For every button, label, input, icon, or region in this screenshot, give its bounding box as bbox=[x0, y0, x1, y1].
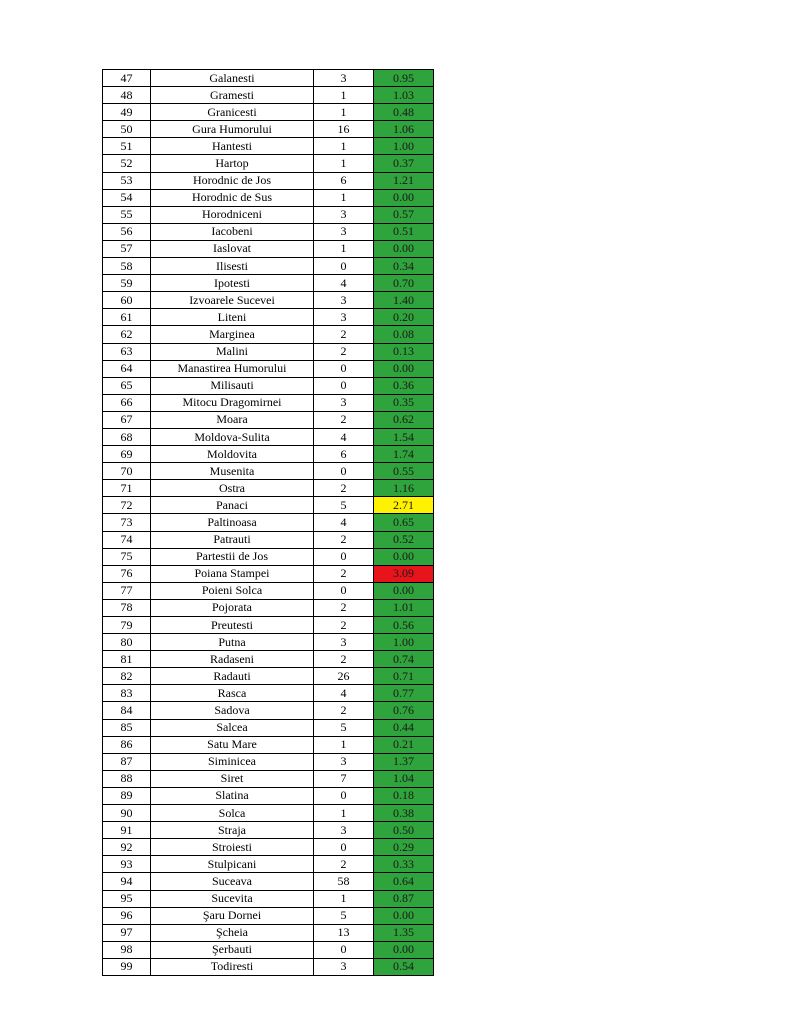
incidence-rate-cell: 0.00 bbox=[374, 360, 434, 377]
row-number-cell: 87 bbox=[103, 753, 151, 770]
row-number-cell: 50 bbox=[103, 121, 151, 138]
incidence-rate-cell: 0.87 bbox=[374, 890, 434, 907]
locality-name-cell: Galanesti bbox=[151, 70, 314, 87]
row-number-cell: 95 bbox=[103, 890, 151, 907]
incidence-rate-cell: 1.16 bbox=[374, 480, 434, 497]
row-number-cell: 72 bbox=[103, 497, 151, 514]
locality-name-cell: Paltinoasa bbox=[151, 514, 314, 531]
locality-name-cell: Ostra bbox=[151, 480, 314, 497]
locality-name-cell: Izvoarele Sucevei bbox=[151, 292, 314, 309]
case-count-cell: 2 bbox=[314, 480, 374, 497]
locality-name-cell: Rasca bbox=[151, 685, 314, 702]
locality-name-cell: Satu Mare bbox=[151, 736, 314, 753]
case-count-cell: 3 bbox=[314, 958, 374, 975]
row-number-cell: 73 bbox=[103, 514, 151, 531]
case-count-cell: 3 bbox=[314, 753, 374, 770]
row-number-cell: 78 bbox=[103, 599, 151, 616]
incidence-rate-cell: 1.03 bbox=[374, 87, 434, 104]
case-count-cell: 6 bbox=[314, 172, 374, 189]
table-row bbox=[103, 497, 434, 514]
incidence-rate-cell: 0.77 bbox=[374, 685, 434, 702]
case-count-cell: 2 bbox=[314, 702, 374, 719]
table-row bbox=[103, 668, 434, 685]
case-count-cell: 2 bbox=[314, 565, 374, 582]
table-row bbox=[103, 394, 434, 411]
incidence-rate-cell: 0.51 bbox=[374, 223, 434, 240]
case-count-cell: 58 bbox=[314, 873, 374, 890]
case-count-cell: 1 bbox=[314, 87, 374, 104]
incidence-rate-cell: 0.00 bbox=[374, 548, 434, 565]
case-count-cell: 0 bbox=[314, 463, 374, 480]
row-number-cell: 99 bbox=[103, 958, 151, 975]
case-count-cell: 4 bbox=[314, 685, 374, 702]
incidence-rate-cell: 0.36 bbox=[374, 377, 434, 394]
incidence-rate-cell: 0.20 bbox=[374, 309, 434, 326]
table-row bbox=[103, 907, 434, 924]
incidence-rate-cell: 1.00 bbox=[374, 138, 434, 155]
table-row bbox=[103, 155, 434, 172]
row-number-cell: 86 bbox=[103, 736, 151, 753]
case-count-cell: 2 bbox=[314, 856, 374, 873]
locality-name-cell: Hantesti bbox=[151, 138, 314, 155]
case-count-cell: 0 bbox=[314, 360, 374, 377]
incidence-rate-cell: 3.09 bbox=[374, 565, 434, 582]
locality-name-cell: Siret bbox=[151, 770, 314, 787]
row-number-cell: 71 bbox=[103, 480, 151, 497]
case-count-cell: 2 bbox=[314, 326, 374, 343]
incidence-rate-cell: 1.37 bbox=[374, 753, 434, 770]
incidence-rate-cell: 1.21 bbox=[374, 172, 434, 189]
locality-name-cell: Ilisesti bbox=[151, 258, 314, 275]
table-row bbox=[103, 121, 434, 138]
row-number-cell: 93 bbox=[103, 856, 151, 873]
locality-name-cell: Gramesti bbox=[151, 87, 314, 104]
row-number-cell: 48 bbox=[103, 87, 151, 104]
row-number-cell: 80 bbox=[103, 634, 151, 651]
row-number-cell: 53 bbox=[103, 172, 151, 189]
incidence-rate-cell: 0.38 bbox=[374, 805, 434, 822]
case-count-cell: 0 bbox=[314, 258, 374, 275]
case-count-cell: 4 bbox=[314, 275, 374, 292]
row-number-cell: 63 bbox=[103, 343, 151, 360]
incidence-rate-cell: 0.00 bbox=[374, 941, 434, 958]
table-row bbox=[103, 617, 434, 634]
row-number-cell: 64 bbox=[103, 360, 151, 377]
locality-name-cell: Preutesti bbox=[151, 617, 314, 634]
incidence-rate-cell: 0.37 bbox=[374, 155, 434, 172]
row-number-cell: 58 bbox=[103, 258, 151, 275]
table-row bbox=[103, 138, 434, 155]
locality-name-cell: Pojorata bbox=[151, 599, 314, 616]
table-row bbox=[103, 719, 434, 736]
row-number-cell: 69 bbox=[103, 446, 151, 463]
row-number-cell: 47 bbox=[103, 70, 151, 87]
row-number-cell: 66 bbox=[103, 394, 151, 411]
case-count-cell: 16 bbox=[314, 121, 374, 138]
row-number-cell: 65 bbox=[103, 377, 151, 394]
incidence-table-body bbox=[103, 70, 434, 976]
incidence-rate-cell: 0.21 bbox=[374, 736, 434, 753]
row-number-cell: 79 bbox=[103, 617, 151, 634]
locality-name-cell: Granicesti bbox=[151, 104, 314, 121]
incidence-rate-cell: 1.06 bbox=[374, 121, 434, 138]
table-row bbox=[103, 702, 434, 719]
row-number-cell: 54 bbox=[103, 189, 151, 206]
table-row bbox=[103, 805, 434, 822]
case-count-cell: 0 bbox=[314, 548, 374, 565]
table-row bbox=[103, 189, 434, 206]
table-row bbox=[103, 326, 434, 343]
locality-name-cell: Salcea bbox=[151, 719, 314, 736]
table-row bbox=[103, 343, 434, 360]
locality-name-cell: Straja bbox=[151, 822, 314, 839]
incidence-rate-cell: 0.65 bbox=[374, 514, 434, 531]
case-count-cell: 3 bbox=[314, 206, 374, 223]
incidence-rate-cell: 0.13 bbox=[374, 343, 434, 360]
incidence-rate-cell: 1.54 bbox=[374, 428, 434, 445]
locality-name-cell: Ipotesti bbox=[151, 275, 314, 292]
row-number-cell: 94 bbox=[103, 873, 151, 890]
table-row bbox=[103, 514, 434, 531]
row-number-cell: 77 bbox=[103, 582, 151, 599]
row-number-cell: 88 bbox=[103, 770, 151, 787]
incidence-rate-cell: 0.64 bbox=[374, 873, 434, 890]
table-row bbox=[103, 634, 434, 651]
table-row bbox=[103, 753, 434, 770]
locality-name-cell: Radauti bbox=[151, 668, 314, 685]
table-row bbox=[103, 873, 434, 890]
row-number-cell: 89 bbox=[103, 787, 151, 804]
table-row bbox=[103, 787, 434, 804]
incidence-rate-cell: 1.40 bbox=[374, 292, 434, 309]
locality-name-cell: Stroiesti bbox=[151, 839, 314, 856]
case-count-cell: 4 bbox=[314, 428, 374, 445]
case-count-cell: 7 bbox=[314, 770, 374, 787]
case-count-cell: 2 bbox=[314, 531, 374, 548]
incidence-rate-cell: 0.57 bbox=[374, 206, 434, 223]
table-row bbox=[103, 70, 434, 87]
incidence-table bbox=[102, 69, 434, 976]
incidence-rate-cell: 0.70 bbox=[374, 275, 434, 292]
table-row bbox=[103, 87, 434, 104]
table-row bbox=[103, 223, 434, 240]
locality-name-cell: Manastirea Humorului bbox=[151, 360, 314, 377]
locality-name-cell: Panaci bbox=[151, 497, 314, 514]
case-count-cell: 1 bbox=[314, 138, 374, 155]
case-count-cell: 2 bbox=[314, 411, 374, 428]
row-number-cell: 74 bbox=[103, 531, 151, 548]
table-row bbox=[103, 685, 434, 702]
case-count-cell: 2 bbox=[314, 599, 374, 616]
incidence-rate-cell: 0.74 bbox=[374, 651, 434, 668]
row-number-cell: 85 bbox=[103, 719, 151, 736]
row-number-cell: 96 bbox=[103, 907, 151, 924]
case-count-cell: 0 bbox=[314, 839, 374, 856]
incidence-rate-cell: 0.56 bbox=[374, 617, 434, 634]
row-number-cell: 82 bbox=[103, 668, 151, 685]
locality-name-cell: Horodnic de Jos bbox=[151, 172, 314, 189]
row-number-cell: 57 bbox=[103, 240, 151, 257]
incidence-rate-cell: 0.35 bbox=[374, 394, 434, 411]
table-row bbox=[103, 172, 434, 189]
row-number-cell: 51 bbox=[103, 138, 151, 155]
row-number-cell: 67 bbox=[103, 411, 151, 428]
locality-name-cell: Suceava bbox=[151, 873, 314, 890]
table-row bbox=[103, 822, 434, 839]
locality-name-cell: Şaru Dornei bbox=[151, 907, 314, 924]
incidence-rate-cell: 0.00 bbox=[374, 240, 434, 257]
case-count-cell: 26 bbox=[314, 668, 374, 685]
table-row bbox=[103, 292, 434, 309]
incidence-rate-cell: 0.54 bbox=[374, 958, 434, 975]
row-number-cell: 92 bbox=[103, 839, 151, 856]
case-count-cell: 2 bbox=[314, 343, 374, 360]
case-count-cell: 1 bbox=[314, 736, 374, 753]
case-count-cell: 0 bbox=[314, 787, 374, 804]
table-row bbox=[103, 531, 434, 548]
table-row bbox=[103, 428, 434, 445]
case-count-cell: 0 bbox=[314, 941, 374, 958]
locality-name-cell: Patrauti bbox=[151, 531, 314, 548]
case-count-cell: 3 bbox=[314, 223, 374, 240]
table-row bbox=[103, 582, 434, 599]
locality-name-cell: Stulpicani bbox=[151, 856, 314, 873]
locality-name-cell: Moldovita bbox=[151, 446, 314, 463]
table-row bbox=[103, 941, 434, 958]
case-count-cell: 2 bbox=[314, 651, 374, 668]
row-number-cell: 49 bbox=[103, 104, 151, 121]
incidence-rate-cell: 0.33 bbox=[374, 856, 434, 873]
incidence-rate-cell: 1.01 bbox=[374, 599, 434, 616]
table-row bbox=[103, 240, 434, 257]
row-number-cell: 68 bbox=[103, 428, 151, 445]
locality-name-cell: Sadova bbox=[151, 702, 314, 719]
locality-name-cell: Partestii de Jos bbox=[151, 548, 314, 565]
row-number-cell: 52 bbox=[103, 155, 151, 172]
table-row bbox=[103, 548, 434, 565]
incidence-rate-cell: 0.34 bbox=[374, 258, 434, 275]
incidence-rate-cell: 0.52 bbox=[374, 531, 434, 548]
row-number-cell: 98 bbox=[103, 941, 151, 958]
case-count-cell: 6 bbox=[314, 446, 374, 463]
table-row bbox=[103, 377, 434, 394]
case-count-cell: 3 bbox=[314, 394, 374, 411]
table-row bbox=[103, 360, 434, 377]
locality-name-cell: Şcheia bbox=[151, 924, 314, 941]
table-row bbox=[103, 736, 434, 753]
table-row bbox=[103, 770, 434, 787]
case-count-cell: 0 bbox=[314, 377, 374, 394]
table-row bbox=[103, 856, 434, 873]
table-row bbox=[103, 275, 434, 292]
incidence-rate-cell: 0.62 bbox=[374, 411, 434, 428]
locality-name-cell: Poieni Solca bbox=[151, 582, 314, 599]
table-row bbox=[103, 565, 434, 582]
incidence-rate-cell: 0.00 bbox=[374, 907, 434, 924]
table-row bbox=[103, 651, 434, 668]
case-count-cell: 3 bbox=[314, 292, 374, 309]
row-number-cell: 84 bbox=[103, 702, 151, 719]
locality-name-cell: Todiresti bbox=[151, 958, 314, 975]
incidence-rate-cell: 0.50 bbox=[374, 822, 434, 839]
locality-name-cell: Moara bbox=[151, 411, 314, 428]
incidence-rate-cell: 0.29 bbox=[374, 839, 434, 856]
locality-name-cell: Putna bbox=[151, 634, 314, 651]
case-count-cell: 3 bbox=[314, 309, 374, 326]
locality-name-cell: Malini bbox=[151, 343, 314, 360]
case-count-cell: 1 bbox=[314, 890, 374, 907]
table-row bbox=[103, 446, 434, 463]
locality-name-cell: Horodnic de Sus bbox=[151, 189, 314, 206]
locality-name-cell: Mitocu Dragomirnei bbox=[151, 394, 314, 411]
incidence-rate-cell: 0.44 bbox=[374, 719, 434, 736]
incidence-rate-cell: 0.18 bbox=[374, 787, 434, 804]
row-number-cell: 97 bbox=[103, 924, 151, 941]
row-number-cell: 75 bbox=[103, 548, 151, 565]
incidence-rate-cell: 0.95 bbox=[374, 70, 434, 87]
table-row bbox=[103, 958, 434, 975]
row-number-cell: 61 bbox=[103, 309, 151, 326]
table-row bbox=[103, 104, 434, 121]
locality-name-cell: Iacobeni bbox=[151, 223, 314, 240]
case-count-cell: 5 bbox=[314, 497, 374, 514]
locality-name-cell: Musenita bbox=[151, 463, 314, 480]
case-count-cell: 13 bbox=[314, 924, 374, 941]
incidence-rate-cell: 2.71 bbox=[374, 497, 434, 514]
locality-name-cell: Milisauti bbox=[151, 377, 314, 394]
locality-name-cell: Hartop bbox=[151, 155, 314, 172]
row-number-cell: 81 bbox=[103, 651, 151, 668]
table-row bbox=[103, 206, 434, 223]
case-count-cell: 2 bbox=[314, 617, 374, 634]
table-row bbox=[103, 463, 434, 480]
row-number-cell: 90 bbox=[103, 805, 151, 822]
locality-name-cell: Marginea bbox=[151, 326, 314, 343]
table-row bbox=[103, 309, 434, 326]
table-row bbox=[103, 480, 434, 497]
case-count-cell: 4 bbox=[314, 514, 374, 531]
locality-name-cell: Poiana Stampei bbox=[151, 565, 314, 582]
locality-name-cell: Şerbauti bbox=[151, 941, 314, 958]
locality-name-cell: Siminicea bbox=[151, 753, 314, 770]
incidence-rate-cell: 1.00 bbox=[374, 634, 434, 651]
incidence-rate-cell: 0.00 bbox=[374, 582, 434, 599]
table-row bbox=[103, 258, 434, 275]
table-row bbox=[103, 924, 434, 941]
incidence-rate-cell: 1.74 bbox=[374, 446, 434, 463]
row-number-cell: 55 bbox=[103, 206, 151, 223]
locality-name-cell: Sucevita bbox=[151, 890, 314, 907]
locality-name-cell: Moldova-Sulita bbox=[151, 428, 314, 445]
locality-name-cell: Slatina bbox=[151, 787, 314, 804]
row-number-cell: 70 bbox=[103, 463, 151, 480]
row-number-cell: 60 bbox=[103, 292, 151, 309]
case-count-cell: 1 bbox=[314, 805, 374, 822]
table-row bbox=[103, 411, 434, 428]
locality-name-cell: Iaslovat bbox=[151, 240, 314, 257]
incidence-rate-cell: 0.00 bbox=[374, 189, 434, 206]
case-count-cell: 3 bbox=[314, 70, 374, 87]
case-count-cell: 3 bbox=[314, 822, 374, 839]
row-number-cell: 76 bbox=[103, 565, 151, 582]
case-count-cell: 1 bbox=[314, 155, 374, 172]
case-count-cell: 1 bbox=[314, 104, 374, 121]
table-row bbox=[103, 890, 434, 907]
incidence-rate-cell: 0.76 bbox=[374, 702, 434, 719]
locality-name-cell: Liteni bbox=[151, 309, 314, 326]
row-number-cell: 62 bbox=[103, 326, 151, 343]
locality-name-cell: Solca bbox=[151, 805, 314, 822]
case-count-cell: 5 bbox=[314, 907, 374, 924]
case-count-cell: 0 bbox=[314, 582, 374, 599]
case-count-cell: 1 bbox=[314, 189, 374, 206]
locality-name-cell: Gura Humorului bbox=[151, 121, 314, 138]
locality-name-cell: Radaseni bbox=[151, 651, 314, 668]
case-count-cell: 5 bbox=[314, 719, 374, 736]
incidence-rate-cell: 0.71 bbox=[374, 668, 434, 685]
row-number-cell: 59 bbox=[103, 275, 151, 292]
table-row bbox=[103, 839, 434, 856]
case-count-cell: 3 bbox=[314, 634, 374, 651]
row-number-cell: 56 bbox=[103, 223, 151, 240]
incidence-rate-cell: 0.55 bbox=[374, 463, 434, 480]
incidence-rate-cell: 1.35 bbox=[374, 924, 434, 941]
incidence-rate-cell: 1.04 bbox=[374, 770, 434, 787]
row-number-cell: 91 bbox=[103, 822, 151, 839]
locality-name-cell: Horodniceni bbox=[151, 206, 314, 223]
incidence-rate-cell: 0.08 bbox=[374, 326, 434, 343]
case-count-cell: 1 bbox=[314, 240, 374, 257]
table-row bbox=[103, 599, 434, 616]
incidence-rate-cell: 0.48 bbox=[374, 104, 434, 121]
row-number-cell: 83 bbox=[103, 685, 151, 702]
